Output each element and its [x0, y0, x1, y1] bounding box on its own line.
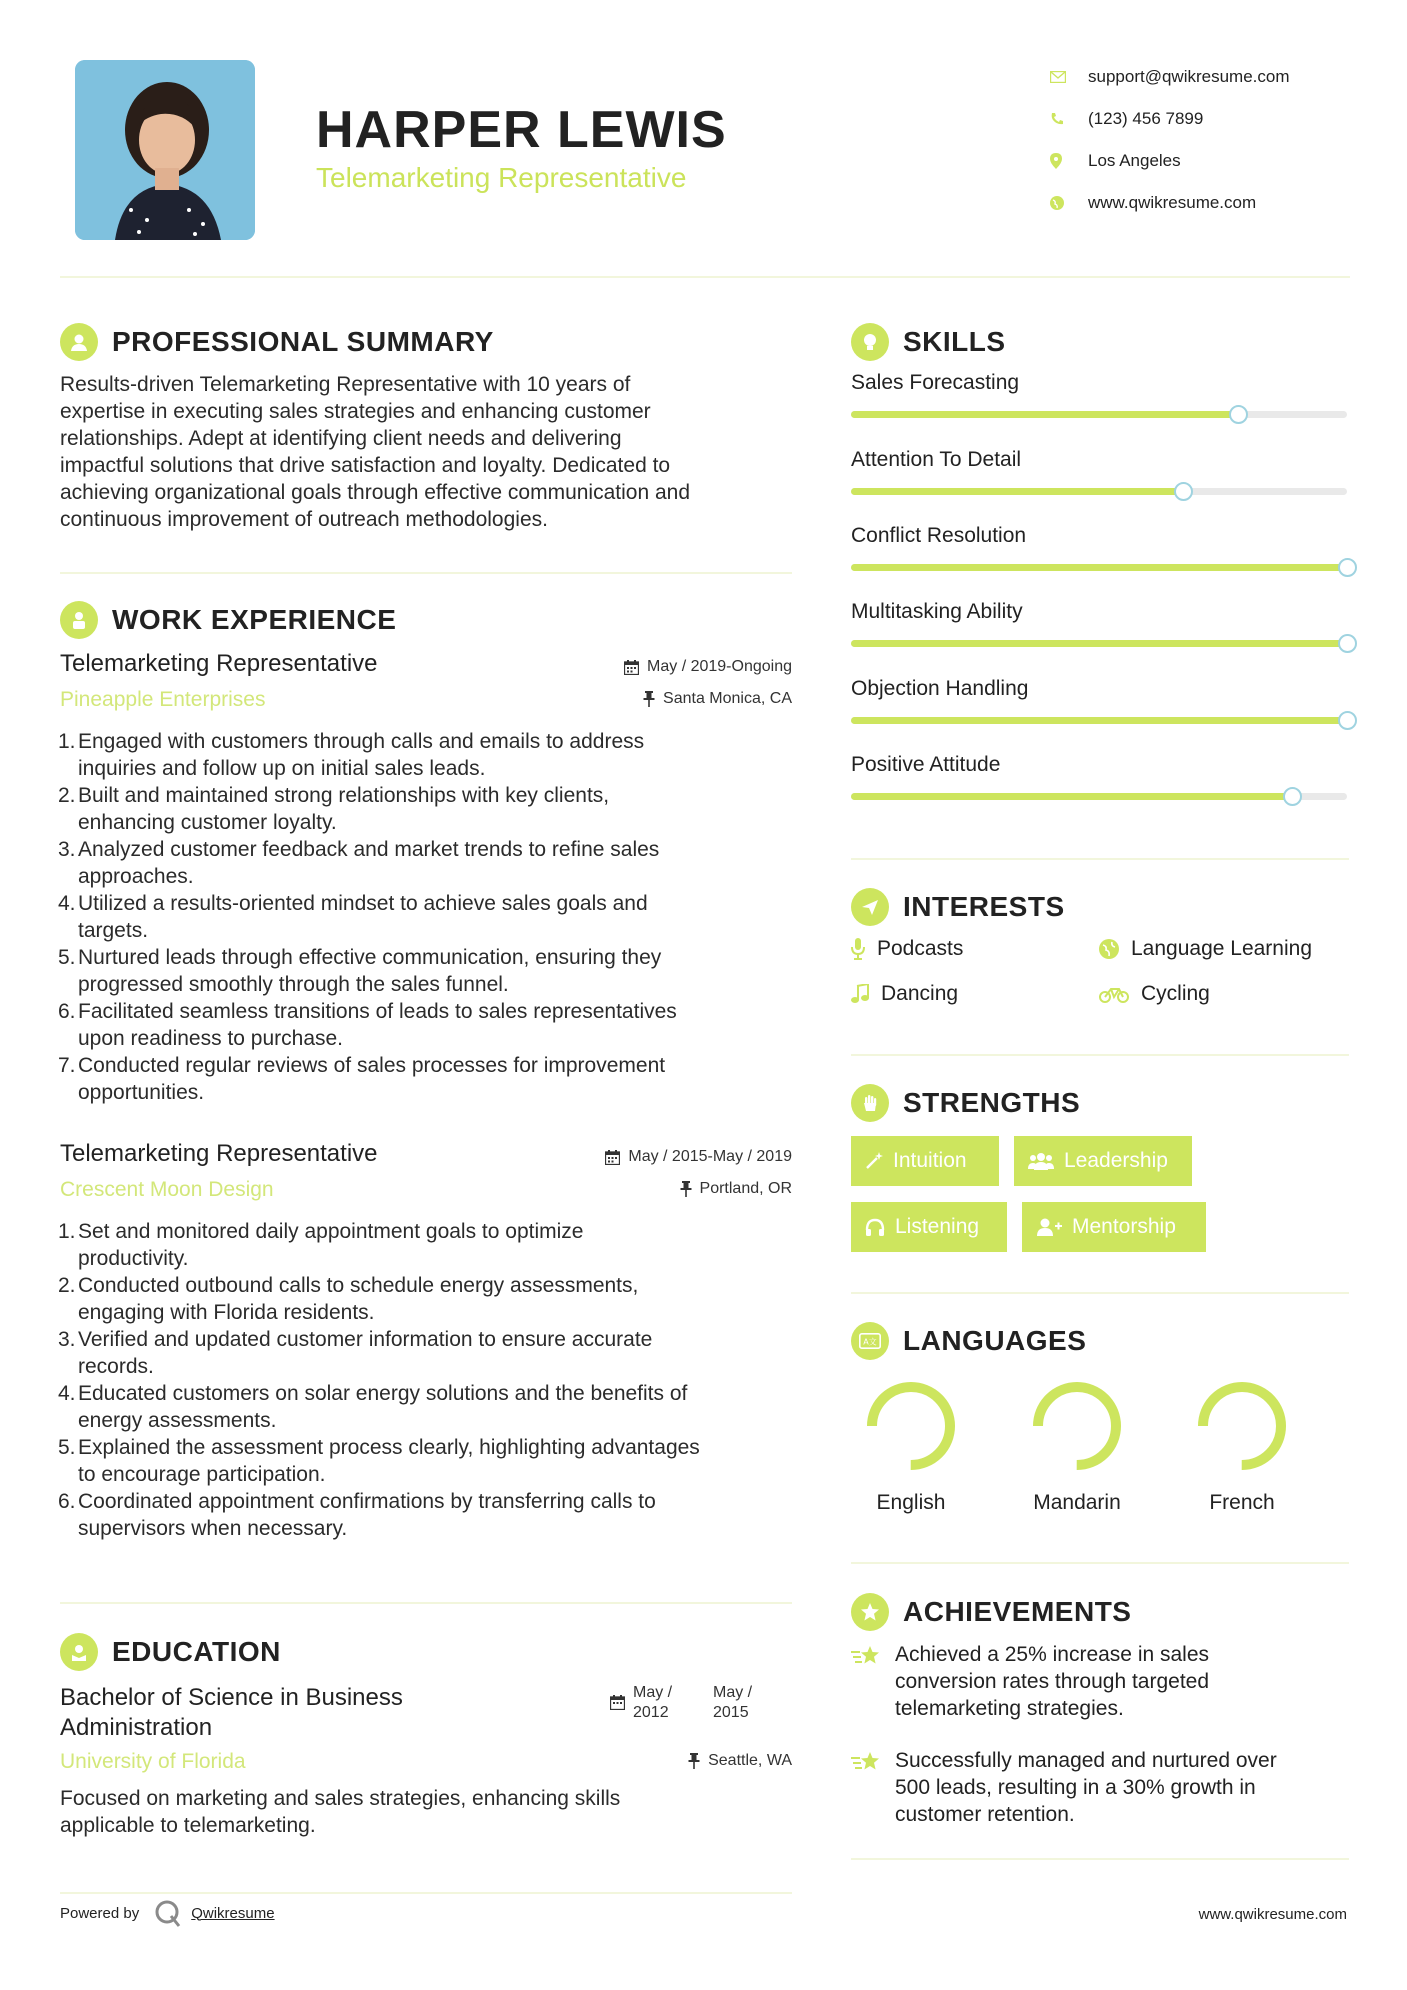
interests-divider — [851, 1054, 1349, 1056]
achievements-heading: ACHIEVEMENTS — [851, 1593, 1131, 1631]
list-item: 5. Explained the assessment process clearly, highlighting advantages to encourage participation. — [58, 1436, 700, 1486]
school-location: Seattle, WA — [688, 1752, 792, 1770]
strengths-heading: STRENGTHS — [851, 1084, 1080, 1122]
job-duties-list — [60, 1218, 800, 1542]
skill-fill — [851, 488, 1183, 495]
interest-item: Dancing — [851, 982, 958, 1006]
summary-divider — [60, 572, 792, 574]
location-pin-icon — [1050, 153, 1088, 169]
language-item: English — [851, 1376, 971, 1515]
skill-fill — [851, 564, 1347, 571]
svg-text:A文: A文 — [863, 1337, 877, 1347]
pushpin-icon — [680, 1181, 692, 1197]
education-divider — [60, 1892, 792, 1894]
skill-fill — [851, 411, 1238, 418]
skill-item: Attention To Detail — [851, 448, 1351, 472]
skill-bar — [851, 411, 1347, 418]
footer-url[interactable]: www.qwikresume.com — [1198, 1906, 1347, 1923]
work-heading: WORK EXPERIENCE — [60, 601, 396, 639]
graduation-icon — [60, 1633, 98, 1671]
education-dates: May / 2012 May / 2015 — [610, 1683, 752, 1723]
list-item: 6. Coordinated appointment confirmations by transferring calls to supervisors when necessary. — [58, 1490, 656, 1540]
list-item: 3. Verified and updated customer information to ensure accurate records. — [58, 1328, 653, 1378]
skills-divider — [851, 858, 1349, 860]
strength-chip: Listening — [851, 1202, 1007, 1252]
list-item: 5. Nurtured leads through effective communication, ensuring they progressed smoothly through the sales funnel. — [58, 946, 662, 996]
list-item: 7. Conducted regular reviews of sales processes for improvement opportunities. — [58, 1054, 666, 1104]
calendar-icon — [605, 1150, 620, 1165]
music-note-icon — [851, 984, 869, 1004]
language-ring — [1182, 1376, 1302, 1476]
phone-icon — [1050, 112, 1088, 126]
profile-photo — [75, 60, 255, 240]
envelope-icon — [1050, 71, 1088, 83]
qwikresume-link[interactable]: Qwikresume — [191, 1904, 275, 1922]
headphones-icon — [865, 1218, 885, 1236]
skill-bar — [851, 717, 1347, 724]
pushpin-icon — [688, 1753, 700, 1769]
globe-icon — [1099, 939, 1119, 959]
hand-icon — [851, 1084, 889, 1122]
language-ring — [1017, 1376, 1137, 1476]
users-icon — [1028, 1152, 1054, 1170]
languages-heading: A文 LANGUAGES — [851, 1322, 1086, 1360]
achievement-item: Successfully managed and nurtured over 500 leads, resulting in a 30% growth in customer retention. — [851, 1747, 1351, 1828]
user-icon — [60, 323, 98, 361]
strength-chip: Intuition — [851, 1136, 999, 1186]
achievements-divider — [851, 1858, 1349, 1860]
skill-bar — [851, 640, 1347, 647]
list-item: 1. Set and monitored daily appointment goals to optimize productivity. — [58, 1220, 584, 1270]
strengths-divider — [851, 1292, 1349, 1294]
company-name: Crescent Moon Design — [60, 1178, 274, 1201]
microphone-icon — [851, 938, 865, 960]
contact-phone[interactable]: (123) 456 7899 — [1050, 98, 1370, 140]
interest-item: Cycling — [1099, 982, 1210, 1006]
skill-knob — [1338, 634, 1357, 653]
interests-heading: INTERESTS — [851, 888, 1065, 926]
skills-heading: SKILLS — [851, 323, 1006, 361]
skill-item: Positive Attitude — [851, 753, 1351, 777]
language-item: French — [1182, 1376, 1302, 1515]
globe-icon — [1050, 196, 1088, 210]
list-item: 3. Analyzed customer feedback and market trends to refine sales approaches. — [58, 838, 660, 888]
magic-wand-icon — [865, 1152, 883, 1170]
education-description: Focused on marketing and sales strategies, enhancing skills applicable to telemarketing. — [60, 1787, 621, 1837]
candidate-role: Telemarketing Representative — [316, 162, 687, 193]
list-item: 6. Facilitated seamless transitions of leads to sales representatives upon readiness to purchase. — [58, 1000, 677, 1050]
list-item: 2. Built and maintained strong relationships with key clients, enhancing customer loyalty. — [58, 784, 610, 834]
briefcase-icon — [60, 601, 98, 639]
lightbulb-icon — [851, 323, 889, 361]
contact-list — [1050, 56, 1370, 224]
job-title: Telemarketing Representative — [60, 1140, 378, 1167]
calendar-icon — [610, 1695, 625, 1710]
contact-website[interactable]: www.qwikresume.com — [1050, 182, 1370, 224]
candidate-name: HARPER LEWIS — [316, 101, 727, 159]
skill-knob — [1174, 482, 1193, 501]
skill-bar — [851, 564, 1347, 571]
shooting-star-icon — [851, 1641, 895, 1722]
degree-title: Bachelor of Science in Business Administration — [60, 1684, 403, 1741]
job-title: Telemarketing Representative — [60, 650, 378, 677]
skill-bar — [851, 793, 1347, 800]
job-date: May / 2015-May / 2019 — [605, 1148, 792, 1166]
skill-fill — [851, 793, 1292, 800]
school-name: University of Florida — [60, 1750, 246, 1773]
skill-item: Multitasking Ability — [851, 600, 1351, 624]
skill-fill — [851, 717, 1347, 724]
bicycle-icon — [1099, 984, 1129, 1004]
list-item: 4. Educated customers on solar energy solutions and the benefits of energy assessments. — [58, 1382, 688, 1432]
calendar-icon — [624, 660, 639, 675]
skill-item: Objection Handling — [851, 677, 1351, 701]
list-item: 2. Conducted outbound calls to schedule energy assessments, engaging with Florida residents. — [58, 1274, 639, 1324]
job-date: May / 2019-Ongoing — [624, 658, 792, 676]
languages-divider — [851, 1562, 1349, 1564]
skill-knob — [1283, 787, 1302, 806]
list-item: 4. Utilized a results-oriented mindset to achieve sales goals and targets. — [58, 892, 648, 942]
skill-fill — [851, 640, 1347, 647]
paper-plane-icon — [851, 888, 889, 926]
star-badge-icon — [851, 1593, 889, 1631]
list-item: 1. Engaged with customers through calls and emails to address inquiries and follow up on initial sales leads. — [58, 730, 645, 780]
strength-chip: Leadership — [1014, 1136, 1192, 1186]
skill-knob — [1338, 558, 1357, 577]
strength-chip: Mentorship — [1022, 1202, 1206, 1252]
job-location: Portland, OR — [680, 1180, 792, 1198]
summary-heading: PROFESSIONAL SUMMARY — [60, 323, 494, 361]
job-duties-list — [60, 728, 800, 1106]
footer-powered-by: Powered by Qwikresume — [60, 1898, 275, 1928]
contact-location: Los Angeles — [1050, 140, 1370, 182]
shooting-star-icon — [851, 1747, 895, 1828]
language-item: Mandarin — [1017, 1376, 1137, 1515]
user-plus-icon — [1036, 1218, 1062, 1236]
summary-text: Results-driven Telemarketing Representative with 10 years of expertise in executing sales strategies and enhancing customer relationships. Adept at identifying client needs and delivering impactful solutions that drive satisfaction and loyalty. Dedicated to achieving organizational goals through effective communication and continuous improvement of outreach methodologies. — [60, 373, 691, 531]
skill-knob — [1338, 711, 1357, 730]
interest-item: Language Learning — [1099, 937, 1312, 961]
achievement-item: Achieved a 25% increase in sales conversion rates through targeted telemarketing strategies. — [851, 1641, 1351, 1722]
job-location: Santa Monica, CA — [643, 690, 792, 708]
company-name: Pineapple Enterprises — [60, 688, 266, 711]
work-divider — [60, 1602, 792, 1604]
contact-email[interactable]: support@qwikresume.com — [1050, 56, 1370, 98]
qwikresume-logo-icon — [153, 1898, 183, 1928]
header-divider — [60, 276, 1350, 278]
skill-knob — [1229, 405, 1248, 424]
skill-bar — [851, 488, 1347, 495]
skill-item: Conflict Resolution — [851, 524, 1351, 548]
education-heading: EDUCATION — [60, 1633, 281, 1671]
interest-item: Podcasts — [851, 937, 963, 961]
skill-item: Sales Forecasting — [851, 371, 1351, 395]
language-icon — [851, 1322, 889, 1360]
pushpin-icon — [643, 691, 655, 707]
language-ring — [851, 1376, 971, 1476]
